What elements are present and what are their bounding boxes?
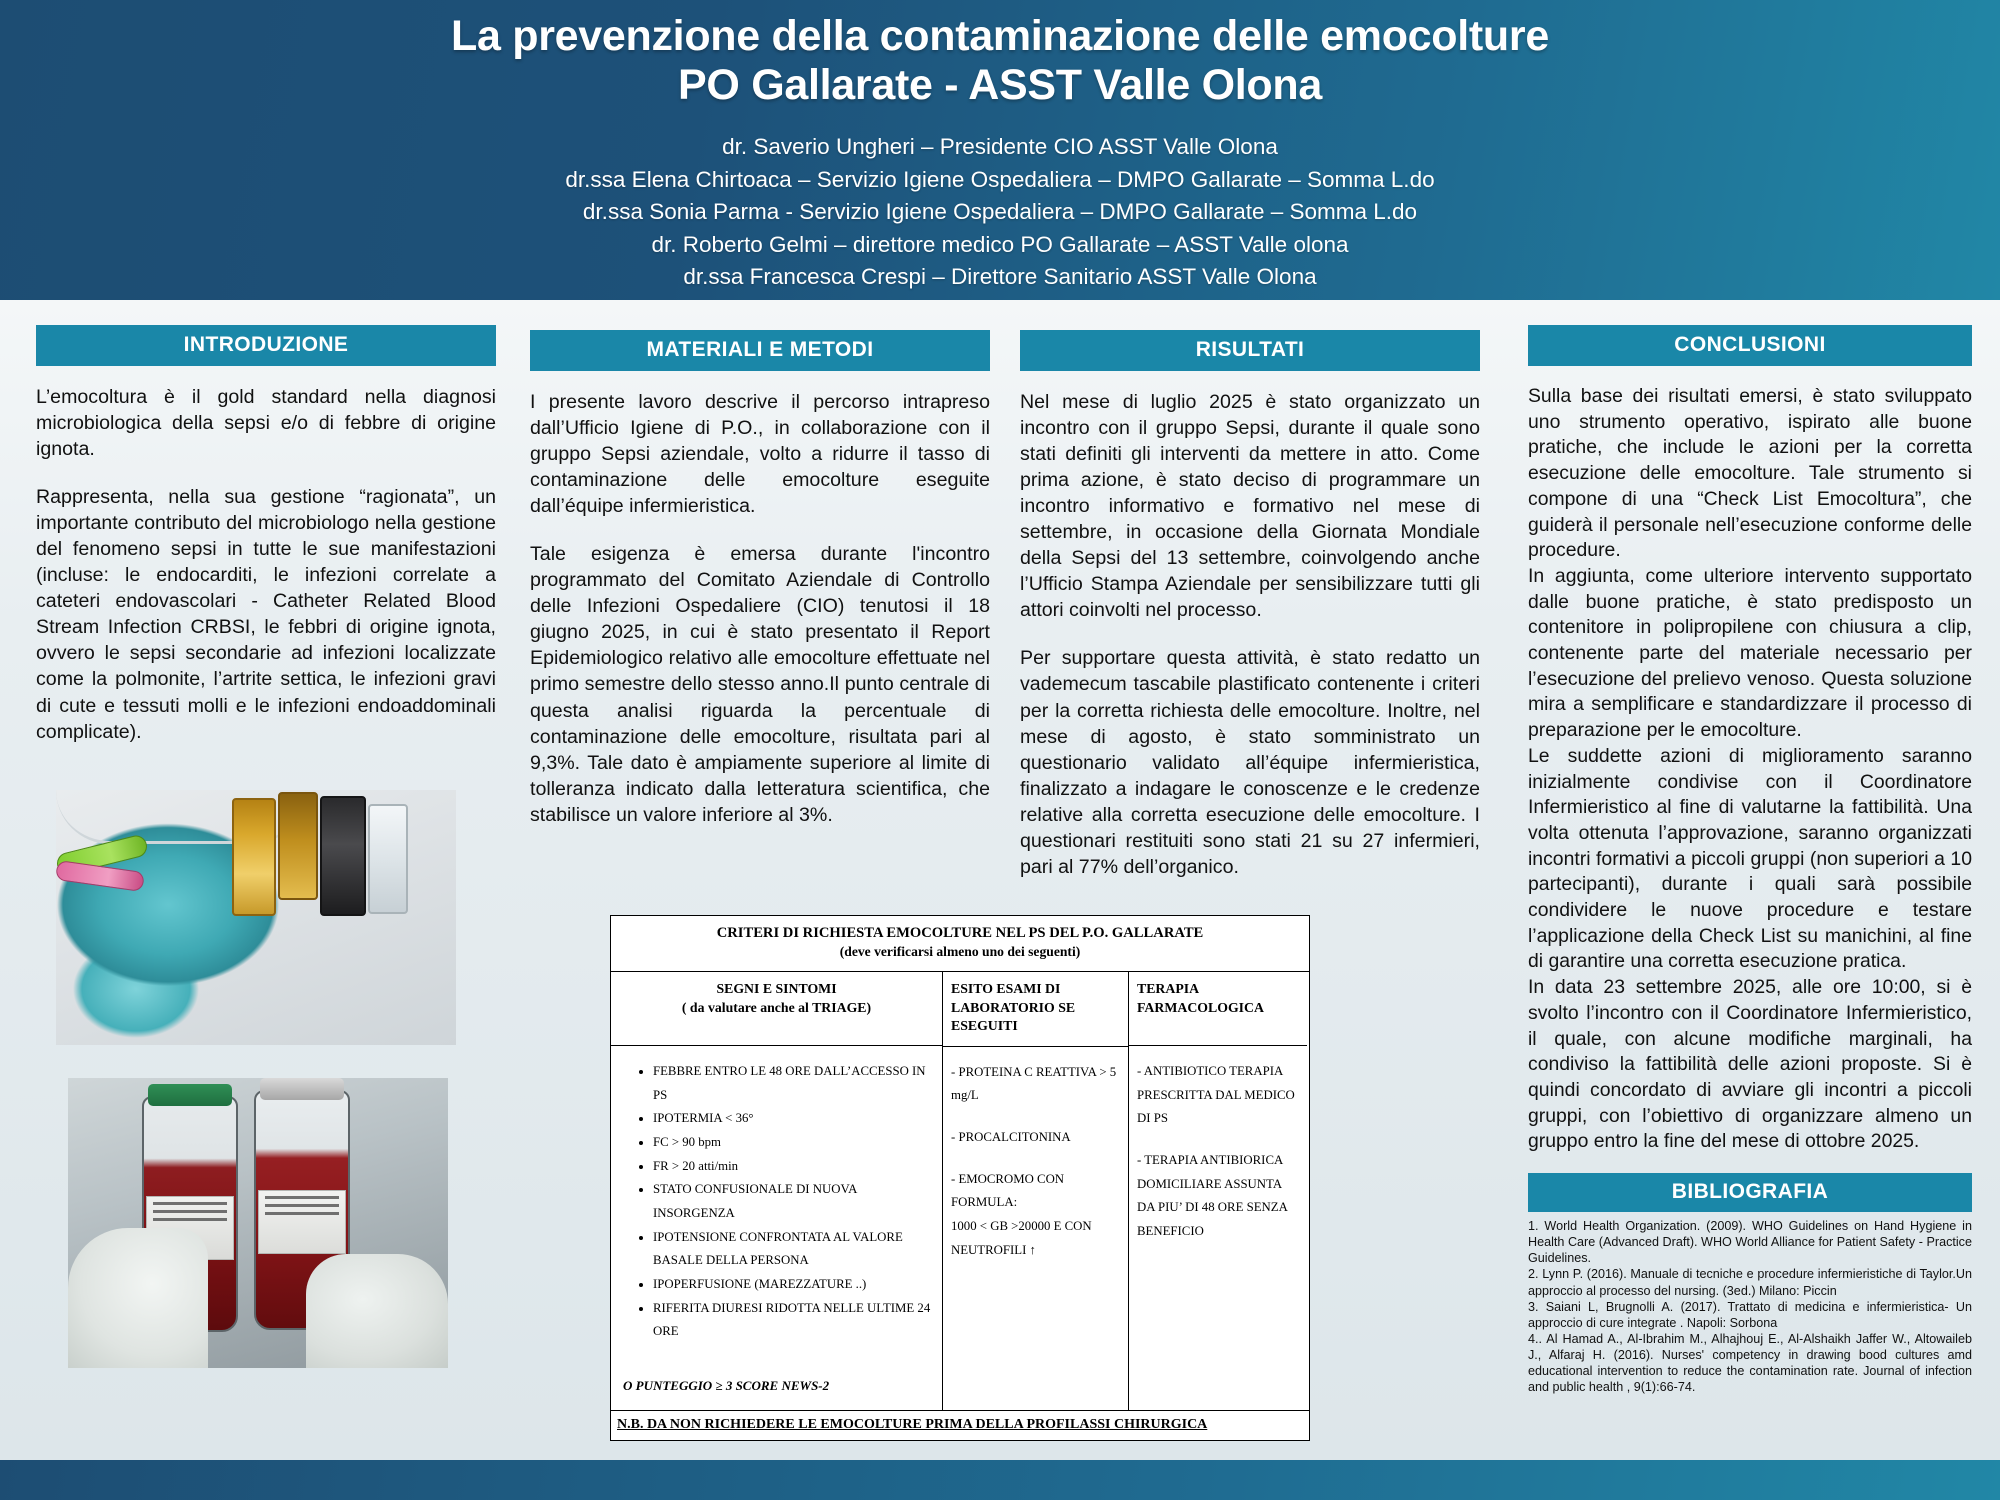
risultati-text (1020, 389, 1480, 880)
page-title (180, 12, 1820, 111)
bibliography-entry: 4.. Al Hamad A., Al-Ibrahim M., Alhajhouj E., Al-Alshaikh Jaffer W., Altowaileb J., Alfaraj H. (2016). Nurses' competency in drawing bood cultures amd educational intervention to reduce the contamination rate. Journal of infection and public health , 9(1):66-74. (1528, 1331, 1972, 1395)
signs-list (619, 1060, 934, 1344)
conclusioni-text (1528, 384, 1972, 1155)
label-line (153, 1218, 227, 1221)
introduzione-text (36, 384, 496, 745)
bibliography-entry: 3. Saiani L, Brugnolli A. (2017). Trattato di medicina e infermieristica- Un approccio di cure integrate . Napoli: Sorbona (1528, 1299, 1972, 1330)
criteria-colheader-laboratorio: ESITO ESAMI DI LABORATORIO SE ESEGUITI (943, 972, 1128, 1047)
criteria-column-segni (611, 972, 943, 1410)
spacer (1528, 1155, 1972, 1173)
author-line-2: dr.ssa Elena Chirtoaca – Servizio Igiene Ospedaliera – DMPO Gallarate – Somma L.do (565, 166, 1435, 192)
introduzione-paragraph-2: Rappresenta, nella sua gestione “ragionata”, un importante contributo del microbiologo nella gestione del fenomeno sepsi in tutte le sue manifestazioni (incluse: le endocarditi, le infezioni correlate a cateteri endovascolari - Catheter Related Blood Stream Infection CRBSI, le febbri di origine ignota, ovvero le sepsi secondarie ad infezioni localizzate come la polmonite, l’artrite settica, le infezioni gravi di cute e tessuti molli e le infezioni endoaddominali complicate). (36, 486, 496, 743)
author-line-4: dr. Roberto Gelmi – direttore medico PO Gallarate – ASST Valle olona (651, 231, 1349, 257)
author-line-3: dr.ssa Sonia Parma - Servizio Igiene Ospedaliera – DMPO Gallarate – Somma L.do (582, 199, 1418, 225)
signs-list-item: • FEBBRE ENTRO LE 48 ORE DALL’ACCESSO IN PS (653, 1060, 934, 1107)
gloved-hand-right (306, 1254, 448, 1368)
section-heading-risultati: RISULTATI (1020, 330, 1480, 371)
criteria-footer-note-text: N.B. DA NON RICHIEDERE LE EMOCOLTURE PRIMA DELLA PROFILASSI CHIRURGICA (617, 1416, 1208, 1432)
criteria-table (610, 915, 1310, 1441)
poster-footer-bar (0, 1460, 2000, 1500)
bottle-cap-green (148, 1084, 232, 1106)
signs-list-item: • IPOTENSIONE CONFRONTATA AL VALORE BASALE DELLA PERSONA (653, 1226, 934, 1273)
criteria-colheader-segni-main: SEGNI E SINTOMI (716, 980, 837, 996)
vial-amber-1 (232, 798, 276, 916)
section-conclusioni (1528, 325, 1972, 1395)
criteria-table-grid (611, 972, 1309, 1410)
therapy-item: - ANTIBIOTICO TERAPIA PRESCRITTA DAL MEDICO DI PS (1137, 1063, 1295, 1126)
label-line (265, 1204, 339, 1207)
criteria-colheader-segni (611, 972, 942, 1046)
signs-list-item: • IPOTERMIA < 36° (653, 1107, 934, 1131)
signs-list-item: • RIFERITA DIURESI RIDOTTA NELLE ULTIME 24 ORE (653, 1297, 934, 1344)
risultati-paragraph-1: Nel mese di luglio 2025 è stato organizzato un incontro con il gruppo Sepsi, durante il quale sono stati definiti gli interventi da mettere in atto. Come prima azione, è stato deciso di programmare un incontro informativo e formativo nel mese di settembre, in occasione della Giornata Mondiale della Sepsi del 13 settembre, coinvolgendo anche l’Ufficio Stampa Aziendale per sensibilizzare tutti gli attori coinvolti nel processo. (1020, 391, 1480, 622)
criteria-colheader-terapia: TERAPIA FARMACOLOGICA (1129, 972, 1307, 1046)
vial-amber-2 (278, 792, 318, 900)
section-heading-introduzione: INTRODUZIONE (36, 325, 496, 366)
blood-culture-bottles-photo (68, 1078, 448, 1368)
author-line-1: dr. Saverio Ungheri – Presidente CIO ASST Valle Olona (722, 133, 1278, 159)
materiali-text (530, 389, 990, 828)
bottle-label-2 (258, 1190, 346, 1254)
conclusioni-paragraph-4: In data 23 settembre 2025, alle ore 10:00, si è svolto l’incontro con il Coordinatore Infermieristico, il quale, con alcune modifiche marginali, ha condiviso la fattibilità delle azioni proposte. Si è quindi concordato di avviare gli incontri a piccoli gruppi, con l’obiettivo di organizzare almeno un gruppo entro la fine del mese di ottobre 2025. (1528, 976, 1972, 1153)
criteria-score-note: O PUNTEGGIO ≥ 3 SCORE NEWS-2 (623, 1377, 830, 1393)
bibliografia-text (1528, 1218, 1972, 1395)
criteria-column-laboratorio (943, 972, 1129, 1410)
criteria-cell-segni (611, 1046, 942, 1410)
criteria-title-subtitle: (deve verificarsi almeno uno dei seguenti) (839, 944, 1081, 960)
criteria-colheader-segni-sub: ( da valutare anche al TRIAGE) (681, 999, 872, 1015)
criteria-footer-note (611, 1410, 1309, 1440)
section-risultati (1020, 330, 1480, 880)
bibliography-entry: 1. World Health Organization. (2009). WHO Guidelines on Hand Hygiene in Health Care (Advanced Draft). WHO World Alliance for Patient Safety - Practice Guidelines. (1528, 1219, 1972, 1266)
materiali-paragraph-2: Tale esigenza è emersa durante l'incontro programmato del Comitato Aziendale di Controllo delle Infezioni Ospedaliere (CIO) tenutosi il 18 giugno 2025, in cui è stato presentato il Report Epidemiologico relativo alle emocolture effettuate nel primo semestre dello stesso anno.Il punto centrale di questa analisi riguarda la percentuale di contaminazione delle emocolture, risultata pari al 9,3%. Tale dato è ampiamente superiore al limite di tolleranza indicato dalla letteratura scientifica, che stabilisce un valore inferiore al 3%. (530, 543, 990, 826)
bibliography-entry: 2. Lynn P. (2016). Manuale di tecniche e procedure infermieristiche di Taylor.Un approccio al processo del nursing. (3ed.) Milano: Piccin (1528, 1267, 1972, 1298)
signs-list-item: • FC > 90 bpm (653, 1131, 934, 1155)
therapy-item: - TERAPIA ANTIBIORICA DOMICILIARE ASSUNTA DA PIU’ DI 48 ORE SENZA BENEFICIO (1137, 1152, 1288, 1238)
materiali-paragraph-1: I presente lavoro descrive il percorso intrapreso dall’Ufficio Igiene di P.O., in collaborazione con il gruppo Sepsi aziendale, volto a ridurre il tasso di contaminazione delle emocolture eseguite dall’équipe infermieristica. (530, 391, 990, 518)
gloves-and-vials-photo (56, 790, 456, 1045)
title-line-2: PO Gallarate - ASST Valle Olona (678, 61, 1322, 110)
section-heading-conclusioni: CONCLUSIONI (1528, 325, 1972, 366)
vial-dark (320, 796, 366, 916)
section-heading-materiali: MATERIALI E METODI (530, 330, 990, 371)
signs-list-item: • STATO CONFUSIONALE DI NUOVA INSORGENZA (653, 1178, 934, 1225)
section-materiali-e-metodi (530, 330, 990, 828)
label-line (153, 1202, 227, 1205)
conclusioni-paragraph-3: Le suddette azioni di miglioramento saranno inizialmente condivise con il Coordinatore Infermieristico al fine di valutarne la fattibilità. Una volta ottenuta l’approvazione, saranno organizzati incontri formativi a piccoli gruppi (non superiori a 10 partecipanti), durante i quali sarà possibile condividere le nuove procedure e testare l’applicazione della Check List su manichini, al fine di garantire una corretta esecuzione pratica. (1528, 744, 1972, 973)
criteria-cell-laboratorio (943, 1047, 1128, 1377)
bottle-cap-grey (260, 1078, 344, 1100)
author-line-5: dr.ssa Francesca Crespi – Direttore Sanitario ASST Valle Olona (683, 264, 1317, 290)
author-list (0, 131, 2000, 294)
criteria-column-terapia (1129, 972, 1307, 1410)
gloved-hand-left (68, 1228, 208, 1368)
conclusioni-paragraph-2: In aggiunta, come ulteriore intervento supportato dalle buone pratiche, è stato predisposto un contenitore in polipropilene con chiusura a clip, contenente parte del materiale necessario per l’esecuzione del prelievo venoso. Questa soluzione mira a semplificare e standardizzare il processo di preparazione per le emocolture. (1528, 564, 1972, 742)
risultati-paragraph-2: Per supportare questa attività, è stato redatto un vademecum tascabile plastificato contenente i criteri per la corretta richiesta delle emocolture. Inoltre, nel mese di agosto, è stato somministrato un questionario validato all’équipe infermieristica, finalizzato a indagare le conoscenze e le credenze relative alla corretta esecuzione delle emocolture. I questionari restituiti sono stati 21 su 27 infermieri, pari al 77% dell’organico. (1020, 647, 1480, 878)
lab-item: - PROCALCITONINA (951, 1130, 1071, 1145)
label-line (265, 1196, 339, 1199)
vial-clear (368, 804, 408, 914)
lab-item: 1000 < GB >20000 E CON NEUTROFILI ↑ (951, 1219, 1092, 1257)
signs-list-item: • FR > 20 atti/min (653, 1155, 934, 1179)
label-line (265, 1212, 339, 1215)
label-line (153, 1210, 227, 1213)
criteria-cell-terapia (1129, 1046, 1307, 1376)
poster-header (0, 0, 2000, 300)
introduzione-paragraph-1: L’emocoltura è il gold standard nella diagnosi microbiologica della sepsi e/o di febbre di origine ignota. (36, 386, 496, 461)
conclusioni-paragraph-1: Sulla base dei risultati emersi, è stato sviluppato uno strumento operativo, ispirato alle buone pratiche, che include le azioni per la corretta esecuzione delle emocolture. Tale strumento si compone di una “Check List Emocoltura”, che guiderà il personale nell’esecuzione conforme delle procedure. (1528, 385, 1972, 562)
criteria-table-title (611, 916, 1309, 972)
lab-item: - PROTEINA C REATTIVA > 5 mg/L (951, 1064, 1117, 1103)
title-line-1: La prevenzione della contaminazione delle emocolture (451, 12, 1549, 60)
section-heading-bibliografia: BIBLIOGRAFIA (1528, 1173, 1972, 1212)
section-introduzione (36, 325, 496, 745)
criteria-title-main: CRITERI DI RICHIESTA EMOCOLTURE NEL PS DEL P.O. GALLARATE (716, 925, 1204, 941)
signs-list-item: • IPOPERFUSIONE (MAREZZATURE ..) (653, 1273, 934, 1297)
lab-item: - EMOCROMO CON FORMULA: (951, 1171, 1065, 1210)
